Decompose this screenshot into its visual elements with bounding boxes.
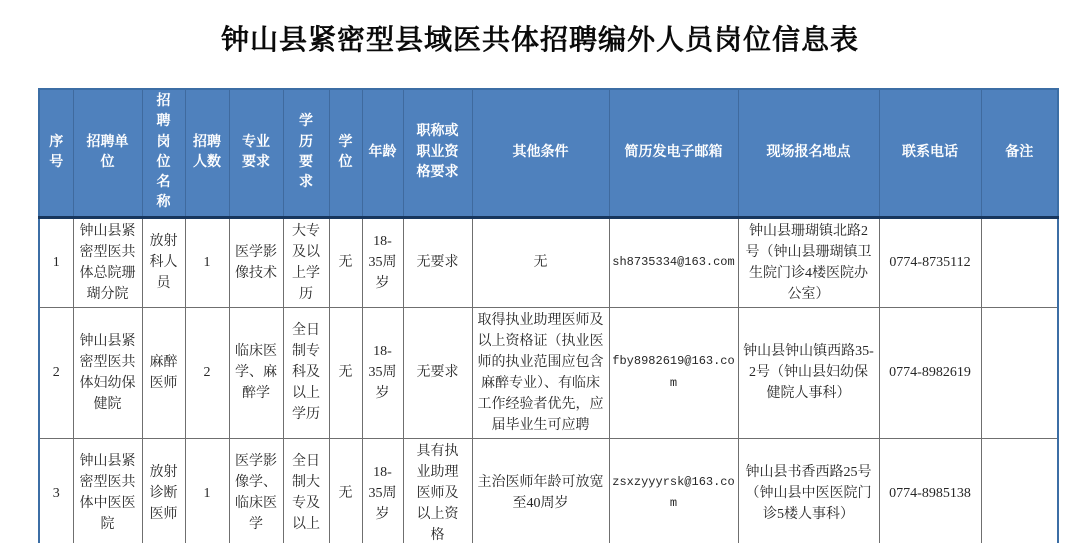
cell-major: 临床医学、麻醉学 [229, 307, 283, 438]
cell-post: 麻醉医师 [142, 307, 185, 438]
cell-note [981, 438, 1058, 543]
column-header-label: 职称或职业资格要求 [416, 124, 459, 181]
cell-age: 18-35周岁 [362, 307, 403, 438]
cell-count: 1 [185, 438, 229, 543]
cell-age: 18-35周岁 [362, 438, 403, 543]
cell-unit: 钟山县紧密型医共体中医医院 [73, 438, 142, 543]
table-row [39, 217, 1058, 307]
column-header-seq [39, 89, 73, 217]
column-header-address [738, 89, 879, 217]
cell-email: zsxzyyyrsk@163.com [609, 438, 738, 543]
column-header-label: 学位 [338, 134, 353, 170]
cell-address: 钟山县钟山镇西路35-2号（钟山县妇幼保健院人事科） [738, 307, 879, 438]
cell-degree: 无 [329, 438, 362, 543]
cell-address: 钟山县书香西路25号（钟山县中医医院门诊5楼人事科） [738, 438, 879, 543]
page-title: 钟山县紧密型县域医共体招聘编外人员岗位信息表 [220, 25, 859, 56]
cell-seq: 2 [39, 307, 73, 438]
header-row [39, 89, 1058, 217]
cell-edu: 大专及以上学历 [283, 217, 329, 307]
cell-seq: 3 [39, 438, 73, 543]
cell-other: 无 [472, 217, 609, 307]
column-header-label: 年龄 [368, 144, 397, 160]
cell-count: 2 [185, 307, 229, 438]
column-header-unit [73, 89, 142, 217]
table-body [39, 217, 1058, 543]
column-header-label: 简历发电子邮箱 [624, 144, 723, 160]
column-header-label: 序号 [49, 134, 64, 170]
cell-cert: 具有执业助理医师及以上资格 [403, 438, 472, 543]
column-header-age [362, 89, 403, 217]
table-row [39, 307, 1058, 438]
cell-count: 1 [185, 217, 229, 307]
column-header-degree [329, 89, 362, 217]
column-header-cert [403, 89, 472, 217]
column-header-label: 专业要求 [242, 134, 270, 170]
cell-phone: 0774-8735112 [879, 217, 981, 307]
column-header-label: 招聘岗位名称 [156, 94, 171, 211]
column-header-edu [283, 89, 329, 217]
job-table [38, 88, 1059, 543]
cell-major: 医学影像学、临床医学 [229, 438, 283, 543]
cell-other: 主治医师年龄可放宽至40周岁 [472, 438, 609, 543]
cell-phone: 0774-8982619 [879, 307, 981, 438]
column-header-email [609, 89, 738, 217]
cell-degree: 无 [329, 217, 362, 307]
column-header-label: 学历要求 [299, 114, 313, 191]
column-header-label: 备注 [1005, 144, 1034, 160]
cell-edu: 全日制专科及以上学历 [283, 307, 329, 438]
cell-edu: 全日制大专及以上 [283, 438, 329, 543]
column-header-label: 其他条件 [512, 144, 569, 160]
cell-seq: 1 [39, 217, 73, 307]
cell-other: 取得执业助理医师及以上资格证（执业医师的执业范围应包含麻醉专业）、有临床工作经验者优先，应届毕业生可应聘 [472, 307, 609, 438]
column-header-label: 招聘人数 [193, 134, 221, 170]
column-header-note [981, 89, 1058, 217]
cell-email: fby8982619@163.com [609, 307, 738, 438]
column-header-label: 现场报名地点 [766, 144, 851, 160]
cell-post: 放射科人员 [142, 217, 185, 307]
column-header-post [142, 89, 185, 217]
cell-address: 钟山县珊瑚镇北路2号（钟山县珊瑚镇卫生院门诊4楼医院办公室） [738, 217, 879, 307]
cell-major: 医学影像技术 [229, 217, 283, 307]
cell-degree: 无 [329, 307, 362, 438]
cell-age: 18-35周岁 [362, 217, 403, 307]
cell-note [981, 307, 1058, 438]
cell-unit: 钟山县紧密型医共体总院珊瑚分院 [73, 217, 142, 307]
cell-phone: 0774-8985138 [879, 438, 981, 543]
table-row [39, 438, 1058, 543]
cell-note [981, 217, 1058, 307]
column-header-other [472, 89, 609, 217]
column-header-label: 招聘单位 [86, 134, 129, 170]
column-header-major [229, 89, 283, 217]
cell-post: 放射诊断医师 [142, 438, 185, 543]
column-header-label: 联系电话 [902, 144, 958, 160]
column-header-phone [879, 89, 981, 217]
cell-cert: 无要求 [403, 307, 472, 438]
cell-unit: 钟山县紧密型医共体妇幼保健院 [73, 307, 142, 438]
column-header-count [185, 89, 229, 217]
cell-cert: 无要求 [403, 217, 472, 307]
cell-email: sh8735334@163.com [609, 217, 738, 307]
